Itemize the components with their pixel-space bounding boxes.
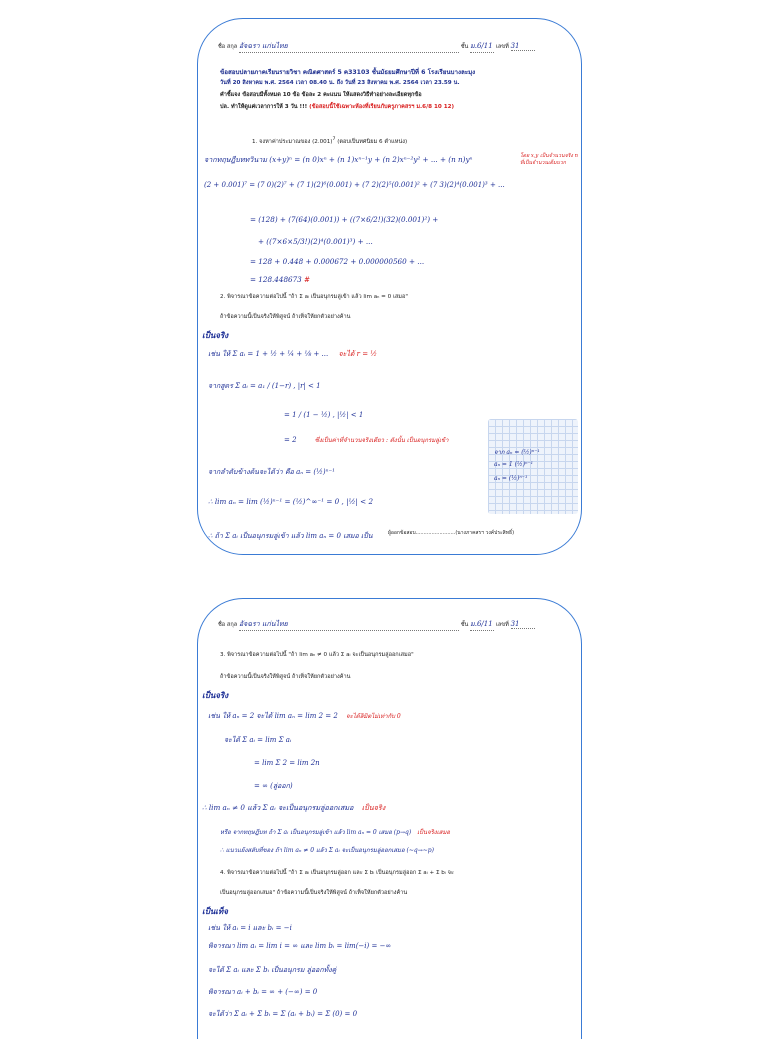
q1-work-line-6: = 128.448673 # [250, 275, 311, 284]
q2-work-line-6: ∴ lim aₙ = lim (½)ⁿ⁻¹ = (½)^∞⁻¹ = 0 , |½| < 2 [208, 497, 374, 506]
class-value: ม.6/11 [470, 41, 494, 53]
question-1: 1. จงหาค่าประมาณของ $(2.001)^7$ (ตอบเป็นทศนิยม 6 ตำแหน่ง) [252, 137, 408, 145]
exam-footer: ผู้ออกข้อสอบ.........................(นางภาคสรฯ วงค์ประสิทธิ์) [388, 530, 515, 536]
name-value: อัจฉรา แก่นไทย [239, 41, 459, 53]
q2-scratch-note: จาก aₙ = (½)ⁿ⁻¹ aₙ = 1 (½)ⁿ⁻¹ aₙ = (½)ⁿ⁻¹ [488, 419, 578, 514]
q2-work-line-4: = 2 ซึ่งเป็นค่าที่จำนวนจริงเดียว : ดังนั้น เป็นอนุกรมลู่เข้า [284, 436, 449, 444]
question-4: 4. พิจารณาข้อความต่อไปนี้ "ถ้า Σ aᵢ เป็นอนุกรมลู่ออก และ Σ bᵢ เป็นอนุกรมลู่ออก Σ aᵢ + Σ bᵢ จะ [220, 870, 454, 876]
question-2-sub: ถ้าข้อความนี้เป็นจริงให้พิสูจน์ ถ้าเท็จให้ยกตัวอย่างค้าน [220, 314, 351, 320]
q1-work-line-3: = (128) + (7(64)(0.001)) + ((7×6/2!)(32)(0.001)²) + [250, 215, 439, 224]
q2-work-line-7: ∴ ถ้า Σ aᵢ เป็นอนุกรมลู่เข้า แล้ว lim aₙ = 0 เสมอ เป็น [208, 532, 373, 540]
q1-work-line-2: (2 + 0.001)⁷ = (7 0)(2)⁷ + (7 1)(2)⁶(0.001) + (7 2)(2)⁵(0.001)² + (7 3)(2)⁴(0.001)³ + ... [204, 181, 505, 189]
question-3: 3. พิจารณาข้อความต่อไปนี้ "ถ้า lim aₙ ≠ 0 แล้ว Σ aᵢ จะเป็นอนุกรมลู่ออกเสมอ" [220, 652, 414, 658]
q1-work-line-4: + ((7×6×5/3!)(2)⁴(0.001)³) + ... [258, 237, 373, 246]
header-row [218, 41, 535, 53]
class-label: ชั้น [460, 622, 469, 628]
q4-work-line-3: จะได้ Σ aᵢ และ Σ bᵢ เป็นอนุกรม ลู่ออกทั้งคู่ [208, 966, 337, 974]
exam-note-black: ปล. ทำให้ดูแค่เวลาการให้ 3 วัน !!! [220, 104, 308, 110]
number-value: 31 [511, 620, 535, 629]
q3-work-line-3: = lim Σ 2 = lim 2n [254, 759, 320, 767]
name-label: ชื่อ สกุล [218, 622, 238, 628]
q4-work-line-5: จะได้ว่า Σ aᵢ + Σ bᵢ = Σ (aᵢ + bᵢ) = Σ (0) = 0 [208, 1010, 358, 1018]
q4-work-line-4: พิจารณา aᵢ + bᵢ = ∞ + (−∞) = 0 [208, 988, 318, 996]
q4-work-line-2: พิจารณา lim aᵢ = lim i = ∞ และ lim bᵢ = lim(−i) = −∞ [208, 942, 392, 950]
question-3-sub: ถ้าข้อความนี้เป็นจริงให้พิสูจน์ ถ้าเท็จให้ยกตัวอย่างค้าน [220, 674, 351, 680]
q2-verdict: เป็นจริง [202, 330, 229, 340]
q3-work-line-1: เช่น ให้ aₙ = 2 จะได้ lim aₙ = lim 2 = 2 จะได้ลิมิตไม่เท่ากับ 0 [208, 712, 401, 720]
q3-verdict: เป็นจริง [202, 690, 229, 700]
exam-instruction: คำชี้แจง ข้อสอบมีทั้งหมด 10 ข้อ ข้อละ 2 คะแนน ให้แสดงวิธีทำอย่างละเอียดทุกข้อ [220, 92, 422, 98]
exam-note [220, 103, 454, 111]
q4-verdict: เป็นเท็จ [202, 906, 228, 916]
q2-work-line-5: จากลำดับข้างต้นจะได้ว่า คือ aₙ = (½)ⁿ⁻¹ [208, 468, 335, 476]
name-label: ชื่อ สกุล [218, 44, 238, 50]
name-value: อัจฉรา แก่นไทย [239, 619, 459, 631]
q3-work-line-4: = ∞ (ลู่ออก) [254, 782, 293, 790]
number-label: เลขที่ [495, 44, 509, 50]
question-4-sub: เป็นอนุกรมลู่ออกเสมอ" ถ้าข้อความนี้เป็นจริงให้พิสูจน์ ถ้าเท็จให้ยกตัวอย่างค้าน [220, 890, 408, 896]
q2-work-line-3: = 1 / (1 − ½) , |½| < 1 [284, 411, 364, 419]
q3-work-line-6: หรือ จากทฤษฎีบท ถ้า Σ aᵢ เป็นอนุกรมลู่เข้า แล้ว lim aₙ = 0 เสมอ (p→q) เป็นจริงเสมอ [220, 829, 451, 836]
q3-work-line-5: ∴ lim aₙ ≠ 0 แล้ว Σ aᵢ จะเป็นอนุกรมลู่ออกเสมอ เป็นจริง [202, 803, 386, 812]
q1-work-note: โดย x,y เป็นจำนวนจริง n ที่เป็นจำนวนเต็มบวก [520, 153, 578, 166]
q4-work-line-1: เช่น ให้ aᵢ = i และ bᵢ = −i [208, 924, 292, 932]
question-2: 2. พิจารณาข้อความต่อไปนี้ "ถ้า Σ aᵢ เป็นอนุกรมลู่เข้า แล้ว lim aₙ = 0 เสมอ" [220, 294, 408, 300]
q1-work-line-1: จากทฤษฎีบททวินาม (x+y)ⁿ = (n 0)xⁿ + (n 1)xⁿ⁻¹y + (n 2)xⁿ⁻²y² + ... + (n n)yⁿ [204, 155, 473, 164]
q1-work-line-5: = 128 + 0.448 + 0.000672 + 0.000000560 + ... [250, 257, 425, 266]
q2-work-line-2: จากสูตร Σ aᵢ = a₁ / (1−r) , |r| < 1 [208, 382, 321, 390]
q3-work-line-7: ∴ แนวแย้งสลับที่ของ ถ้า lim aₙ ≠ 0 แล้ว Σ aᵢ จะเป็นอนุกรมลู่ออกเสมอ (~q→~p) [220, 847, 434, 854]
exam-note-red: (ข้อสอบนี้ใช้เฉพาะห้องที่เรียนกับครูภาคสรฯ ม.6/8 10 12) [309, 104, 455, 110]
class-label: ชั้น [460, 44, 469, 50]
exam-title: ข้อสอบปลายภาคเรียนรายวิชา คณิตศาสตร์ 5 ค33103 ชั้นมัธยมศึกษาปีที่ 6 โรงเรียนบางละมุง [220, 69, 476, 76]
exam-page-2 [197, 598, 582, 1039]
number-label: เลขที่ [495, 622, 509, 628]
exam-page-1 [197, 18, 582, 555]
q3-work-line-2: จะได้ Σ aᵢ = lim Σ aᵢ [224, 736, 292, 744]
number-value: 31 [511, 42, 535, 51]
header-row-2 [218, 619, 535, 631]
class-value: ม.6/11 [470, 619, 494, 631]
q2-work-line-1: เช่น ให้ Σ aᵢ = 1 + ½ + ¼ + ⅛ + ... จะได้ r = ½ [208, 350, 378, 358]
exam-date: วันที่ 20 สิงหาคม พ.ศ. 2564 เวลา 08.40 น. ถึง วันที่ 23 สิงหาคม พ.ศ. 2564 เวลา 23.59 น. [220, 80, 460, 86]
